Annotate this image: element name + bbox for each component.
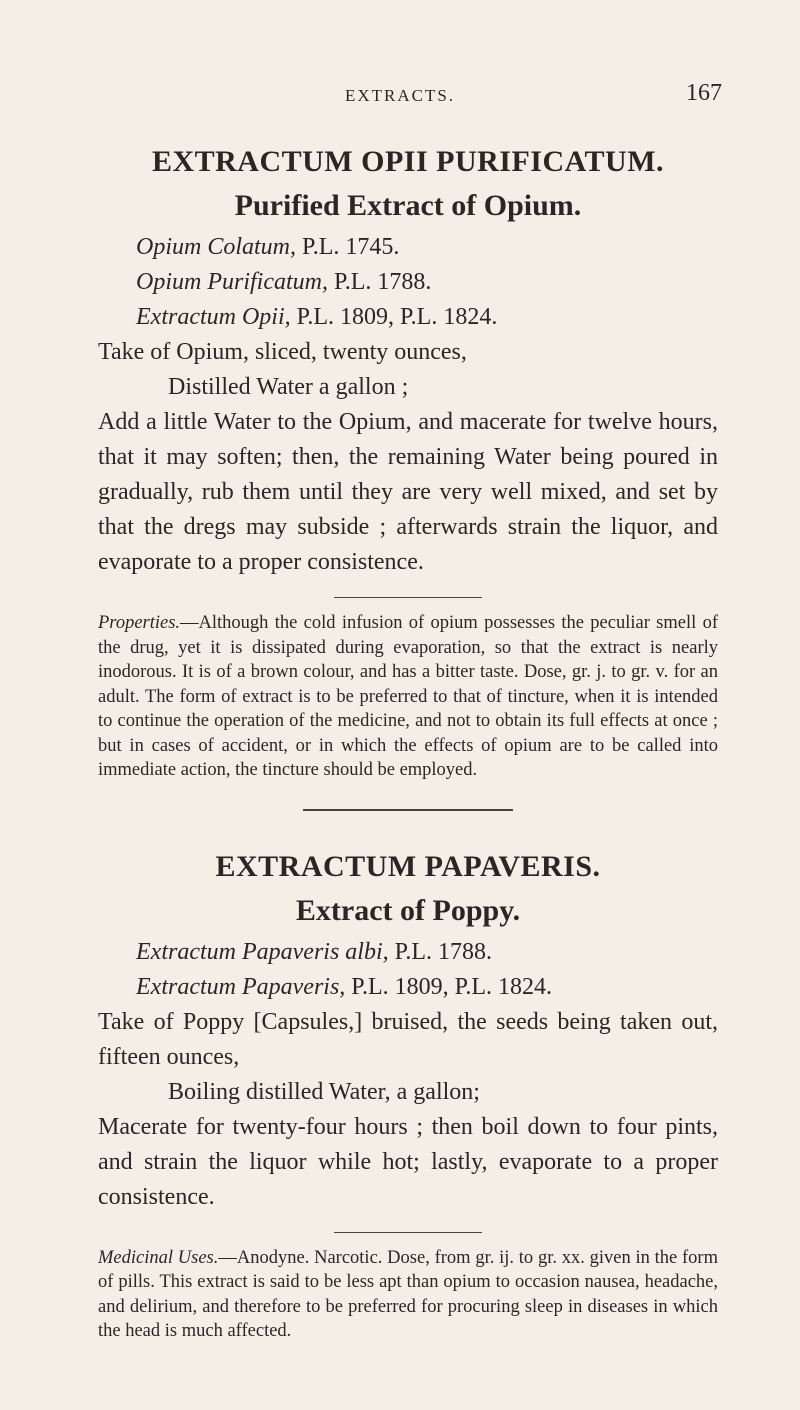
synonym-ref: P.L. 1745. bbox=[296, 234, 400, 260]
section-extractum-papaveris bbox=[98, 845, 718, 1344]
synonym-ref: P.L. 1809, P.L. 1824. bbox=[345, 973, 552, 1000]
section-title: EXTRACTUM OPII PURIFICATUM. bbox=[151, 145, 665, 178]
section-subtitle: Purified Extract of Opium. bbox=[234, 189, 582, 222]
section-subtitle: Extract of Poppy. bbox=[295, 893, 521, 927]
note-text: —Although the cold infusion of opium possesses the peculiar smell of the drug, yet it is dissipated during evaporation, so that the extract is nearly inodorous. It is of a brown colour, and has a bitter taste. Dose, gr. j. to gr. v. for an adult. The form of extract is to be preferred to that of tincture, when it is intended to continue the operation of the medicine, and not to obtain its full effects at once ; but in cases of accident, or in which the effects of opium are to be called into immediate action, the tincture should be employed. bbox=[98, 613, 718, 780]
page-content bbox=[98, 140, 718, 1344]
recipe bbox=[98, 335, 718, 580]
note-lead: Medicinal Uses. bbox=[98, 1247, 219, 1268]
properties-note bbox=[98, 611, 718, 783]
synonym-latin: Extractum Opii, bbox=[136, 304, 291, 330]
note-lead: Properties. bbox=[98, 613, 181, 633]
recipe-line: Take of Poppy [Capsules,] bruised, the seeds being taken out, fifteen ounces, bbox=[98, 1008, 718, 1070]
section-divider bbox=[303, 809, 513, 811]
recipe-line: Distilled Water a gallon ; bbox=[168, 374, 409, 400]
synonym-list bbox=[98, 935, 718, 1005]
section-extractum-opii bbox=[98, 140, 718, 783]
synonym-item bbox=[98, 300, 718, 335]
recipe-directions: Macerate for twenty-four hours ; then boil down to four pints, and strain the liquor while hot; lastly, evaporate to a proper consistence. bbox=[98, 1113, 718, 1210]
page-number: 167 bbox=[686, 80, 722, 106]
divider bbox=[334, 1232, 482, 1233]
synonym-item bbox=[98, 970, 718, 1005]
synonym-item bbox=[98, 935, 718, 970]
synonym-item bbox=[98, 265, 718, 300]
recipe-directions: Add a little Water to the Opium, and macerate for twelve hours, that it may soften; then, the remaining Water being poured in gradually, rub them until they are very well mixed, and set by that the dregs may subside ; afterwards strain the liquor, and evaporate to a proper consistence. bbox=[98, 409, 718, 575]
medicinal-uses-note bbox=[98, 1246, 718, 1344]
recipe-line: Boiling distilled Water, a gallon; bbox=[168, 1078, 480, 1105]
synonym-list bbox=[98, 230, 718, 335]
synonym-ref: P.L. 1809, P.L. 1824. bbox=[290, 304, 498, 330]
synonym-ref: P.L. 1788. bbox=[388, 938, 492, 965]
running-head: EXTRACTS. bbox=[344, 86, 456, 105]
section-title: EXTRACTUM PAPAVERIS. bbox=[215, 849, 601, 883]
synonym-ref: P.L. 1788. bbox=[328, 269, 432, 295]
recipe-line: Take of Opium, sliced, twenty ounces, bbox=[98, 339, 467, 365]
synonym-item bbox=[98, 230, 718, 265]
synonym-latin: Opium Purificatum, bbox=[136, 269, 328, 295]
divider bbox=[334, 597, 482, 598]
note-text: —Anodyne. Narcotic. Dose, from gr. ij. to gr. xx. given in the form of pills. This extract is said to be less apt than opium to occasion nausea, headache, and delirium, and therefore to be preferred for procuring sleep in diseases in which the head is much affected. bbox=[98, 1247, 718, 1341]
synonym-latin: Extractum Papaveris, bbox=[136, 973, 346, 1000]
synonym-latin: Extractum Papaveris albi, bbox=[136, 938, 389, 965]
recipe bbox=[98, 1005, 718, 1215]
synonym-latin: Opium Colatum, bbox=[136, 234, 297, 260]
